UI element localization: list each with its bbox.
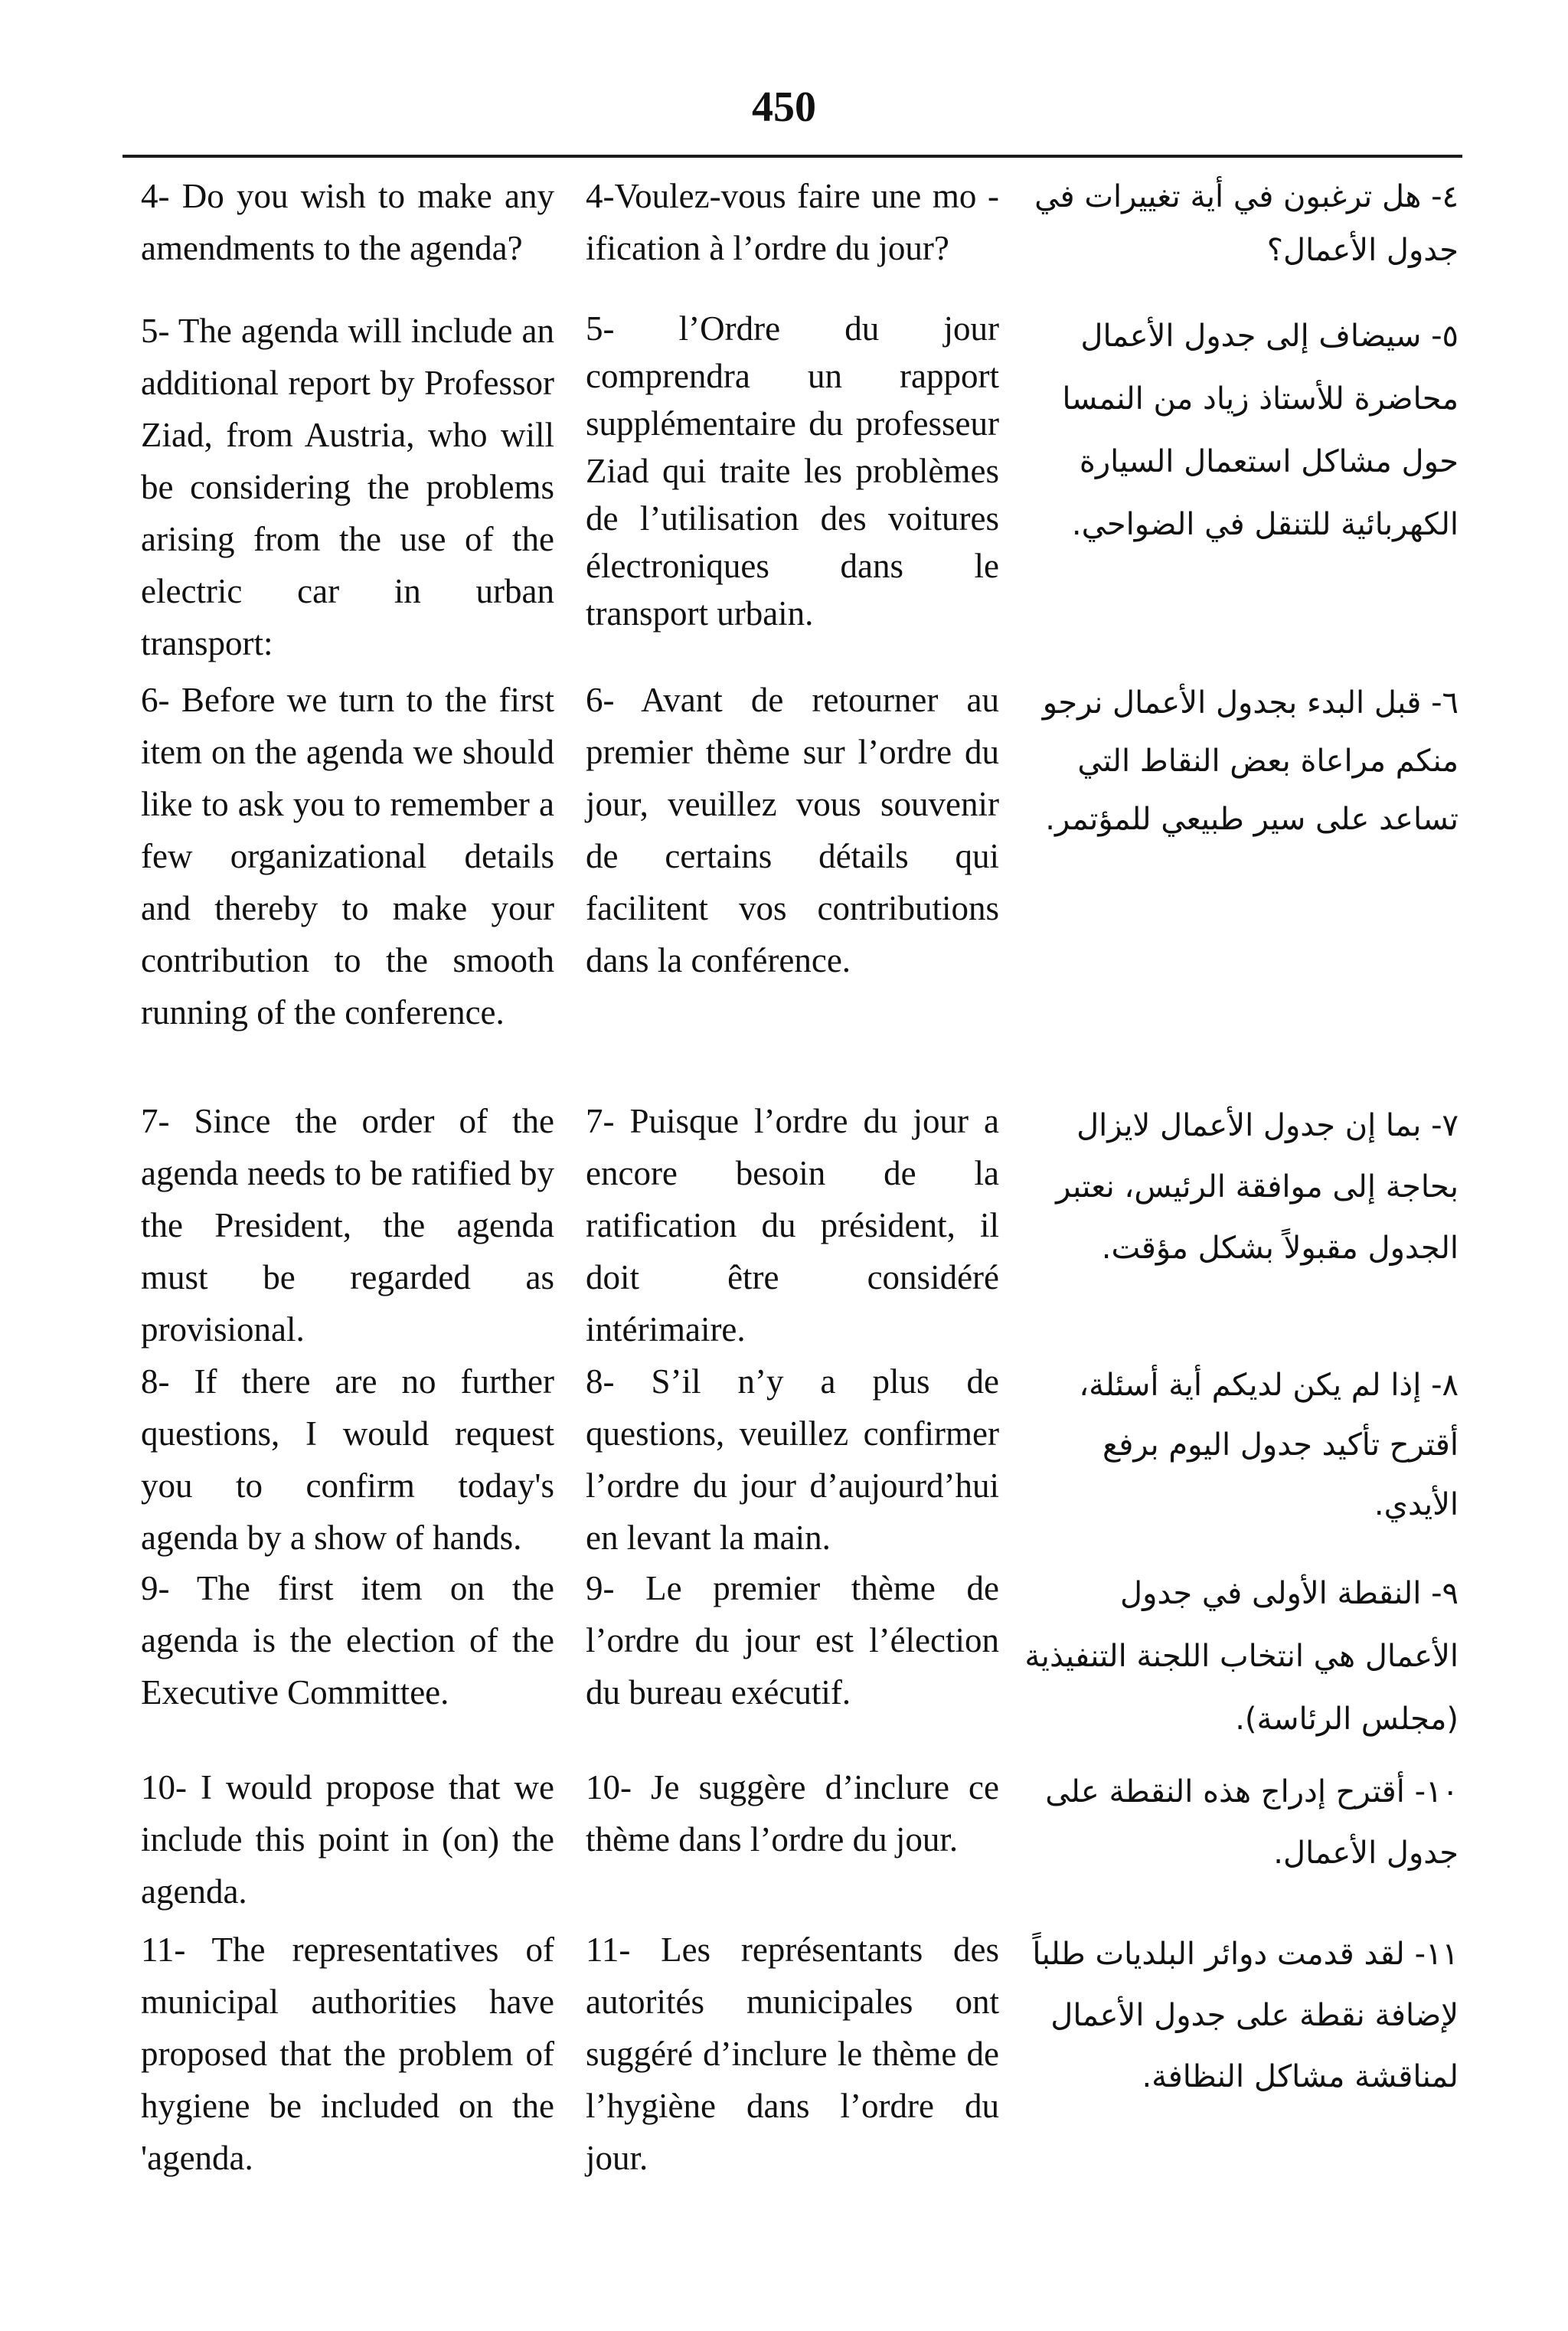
entry-5-arabic: ٥- سيضاف إلى جدول الأعمال محاضرة للأستاذ زياد من النمسا حول مشاكل استعمال السيارة الكهربائية للتنقل في الضواحي. — [1062, 319, 1459, 542]
entry-9-english: 9- The first item on the agenda is the election of the Executive Committee. — [141, 1569, 554, 1711]
entry-11-arabic: ١١- لقد قدمت دوائر البلديات طلباً لإضافة نقطة على جدول الأعمال لمناقشة مشاكل النظافة. — [1032, 1937, 1459, 2094]
entry-7-english: 7- Since the order of the agenda needs to be ratified by the President, the agenda must be regarded as provisional. — [141, 1102, 554, 1349]
entry-10-english: 10- I would propose that we include this point in (on) the agenda. — [141, 1768, 554, 1911]
entry-6-french: 6- Avant de retourner au premier thème sur l’ordre du jour, veuillez vous souvenir de certains détails qui facilitent vos contributions dans la conférence. — [586, 681, 999, 979]
entry-4-french: 4-Voulez-vous faire une mo -ification à l’ordre du jour? — [586, 177, 999, 267]
entry-8-arabic: ٨- إذا لم يكن لديكم أية أسئلة، أقترح تأكيد جدول اليوم برفع الأيدي. — [1079, 1368, 1459, 1522]
entry-5-french: 5- l’Ordre du jour comprendra un rapport supplémentaire du professeur Ziad qui traite les problèmes de l’utilisation des voitures électroniques dans le transport urbain. — [586, 309, 999, 633]
entry-7-arabic: ٧- بما إن جدول الأعمال لايزال بحاجة إلى موافقة الرئيس، نعتبر الجدول مقبولاً بشكل مؤقت. — [1056, 1108, 1459, 1266]
entry-6-english: 6- Before we turn to the first item on the agenda we should like to ask you to remember a few organizational details and thereby to make your contribution to the smooth running of the conference. — [141, 681, 554, 1031]
entry-7-french: 7- Puisque l’ordre du jour a encore besoin de la ratification du président, il doit être considéré intérimaire. — [586, 1102, 999, 1349]
page-number: 450 — [752, 83, 816, 131]
entry-8-french: 8- S’il n’y a plus de questions, veuillez confirmer l’ordre du jour d’aujourd’hui en levant la main. — [586, 1362, 999, 1557]
entry-9-arabic: ٩- النقطة الأولى في جدول الأعمال هي انتخاب اللجنة التنفيذية (مجلس الرئاسة). — [1024, 1576, 1459, 1737]
entry-11-french: 11- Les représentants des autorités municipales ont suggéré d’inclure le thème de l’hygiène dans l’ordre du jour. — [586, 1931, 999, 2177]
entry-5-english: 5- The agenda will include an additional report by Professor Ziad, from Austria, who will be considering the problems arising from the use of the electric car in urban transport: — [141, 312, 554, 662]
entry-8-english: 8- If there are no further questions, I would request you to confirm today's agenda by a show of hands. — [141, 1362, 554, 1557]
entry-9-french: 9- Le premier thème de l’ordre du jour est l’élection du bureau exécutif. — [586, 1569, 999, 1711]
entry-4-english: 4- Do you wish to make any amendments to the agenda? — [141, 177, 554, 267]
entry-10-french: 10- Je suggère d’inclure ce thème dans l’ordre du jour. — [586, 1768, 999, 1859]
entry-10-arabic: ١٠- أقترح إدراج هذه النقطة على جدول الأعمال. — [1045, 1774, 1459, 1871]
entry-6-arabic: ٦- قبل البدء بجدول الأعمال نرجو منكم مراعاة بعض النقاط التي تساعد على سير طبيعي للمؤتمر. — [1042, 685, 1459, 837]
entry-11-english: 11- The representatives of municipal authorities have proposed that the problem of hygiene be included on the 'agenda. — [141, 1931, 554, 2177]
entry-4-arabic: ٤- هل ترغبون في أية تغييرات في جدول الأعمال؟ — [1034, 179, 1459, 268]
